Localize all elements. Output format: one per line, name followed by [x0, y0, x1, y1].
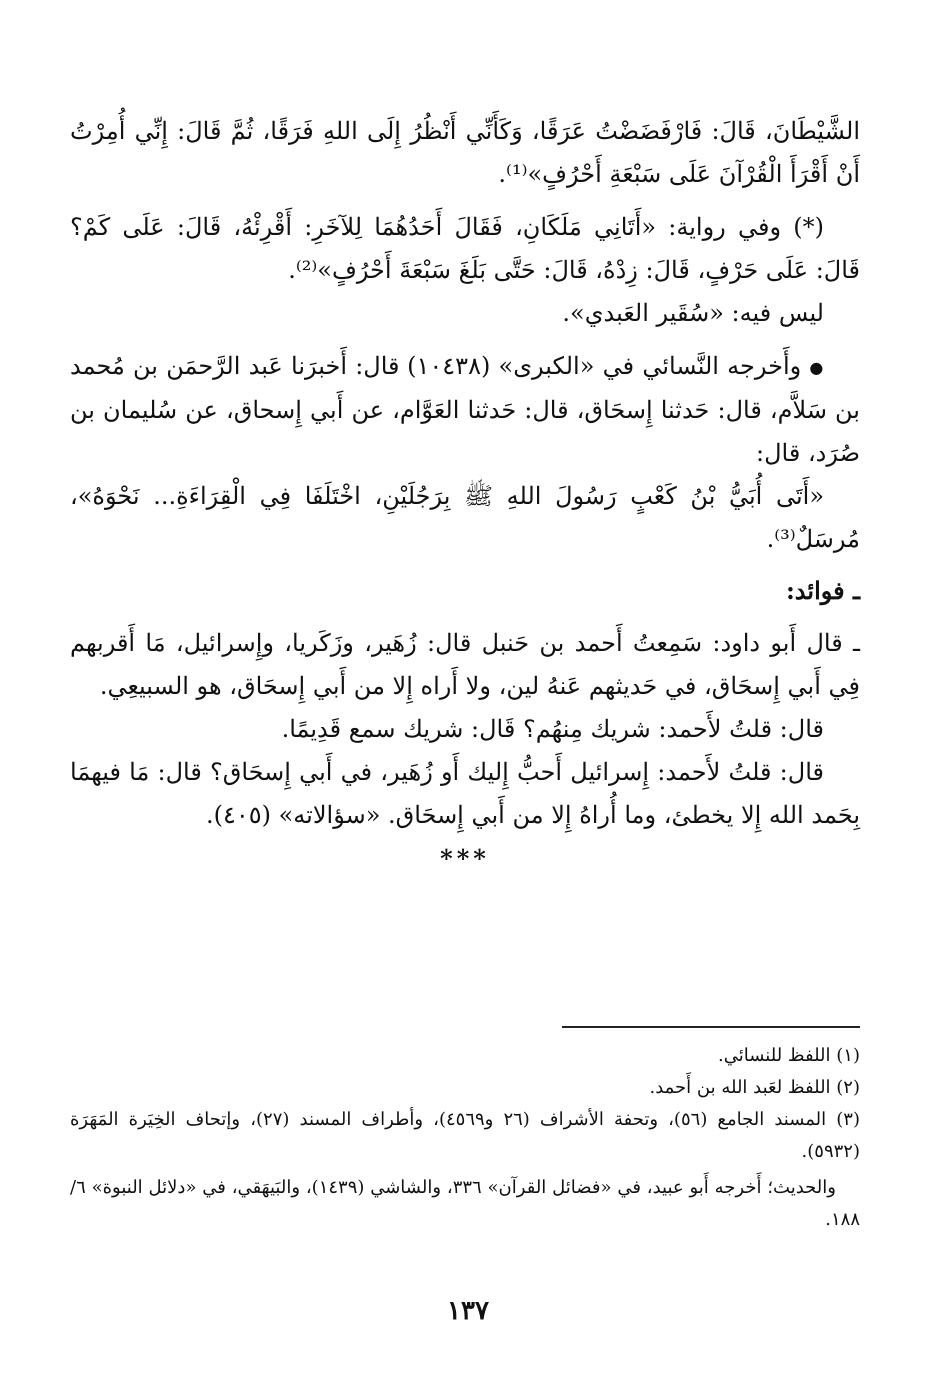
footnotes	[70, 1040, 860, 1236]
paragraph-hadith: «أَتَى أُبَيُّ بْنُ كَعْبٍ رَسُولَ اللهِ ﷺ بِرَجُلَيْنِ، اخْتَلَفَا فِي الْقِرَاءَةِ... نَحْوَهُ»، مُرسَلٌ⁽³⁾.	[70, 482, 860, 553]
footnote-3-continued: والحديث؛ أَخرجه أَبو عبيد، في «فضائل القرآن» ٣٣٦، والشاشي (١٤٣٩)، والبَيهَقي، في «دلائل النبوة» ٦/ ١٨٨.	[70, 1177, 860, 1230]
main-text	[70, 110, 860, 880]
paragraph-riwaya: (*) وفي رواية: «أَتَانِي مَلَكَانِ، فَقَالَ أَحَدُهُمَا لِلآخَرِ: أَقْرِئْهُ، قَالَ: عَلَى كَمْ؟ قَالَ: عَلَى حَرْفٍ، قَالَ: زِدْهُ، قَالَ: حَتَّى بَلَغَ سَبْعَةَ أَحْرُفٍ»⁽²⁾.	[70, 213, 860, 284]
paragraph-1: الشَّيْطَانَ، قَالَ: فَارْفَضَضْتُ عَرَقًا، وَكَأَنِّي أَنْظُرُ إِلَى اللهِ فَرَقًا، ثُمَّ قَالَ: إِنِّي أُمِرْتُ أَنْ أَقْرَأَ الْقُرْآنَ عَلَى سَبْعَةِ أَحْرُفٍ»⁽¹⁾.	[70, 117, 860, 188]
section-separator: ***	[440, 844, 490, 873]
paragraph-abu-dawud: ـ قال أَبو داود: سَمِعتُ أَحمد بن حَنبل قال: زُهَير، وزَكَريا، وإِسرائيل، مَا أَقربهم فِي أَبي إِسحَاق، في حَديثهم عَنهُ لين، ولا أَراه إِلا من أَبي إِسحَاق، هو السبيعِي.	[70, 629, 861, 700]
footnote-divider	[562, 1026, 860, 1028]
footnote-2: (٢) اللفظ لعَبد الله بن أَحمد.	[649, 1077, 860, 1098]
page-number: ١٣٧	[447, 1296, 489, 1326]
paragraph-qala-2: قال: قلتُ لأَحمد: إِسرائيل أَحبُّ إِليك أَو زُهَير، في أَبي إِسحَاق؟ قال: مَا فيهمَا بِحَمد الله إِلا يخطئ، وما أُراهُ إِلا من أَبي إِسحَاق. «سؤالاته» (٤٠٥).	[70, 758, 860, 829]
paragraph-nasai	[70, 345, 860, 475]
bullet-icon: ●	[809, 358, 824, 377]
section-heading-fawaid: ـ فوائد:	[785, 576, 860, 605]
paragraph-qala-1: قال: قلتُ لأَحمد: شريك مِنهُم؟ قَال: شريك سمع قَدِيمًا.	[281, 715, 824, 743]
footnote-1: (١) اللفظ للنسائي.	[718, 1045, 860, 1066]
paragraph-nasai-text: وأَخرجه النَّسائي في «الكبرى» (١٠٤٣٨) قال: أَخبرَنا عَبد الرَّحمَن بن مُحمد بن سَلاَّم، قال: حَدثنا إِسحَاق، قال: حَدثنا العَوَّام، عن أَبي إِسحاق، عن سُليمان بن صُرَد، قال:	[70, 352, 860, 467]
footnote-3: (٣) المسند الجامع (٥٦)، وتحفة الأشراف (٢٦ و٤٥٦٩)، وأطراف المسند (٢٧)، وإتحاف الخِيَرة المَهَرَة (٥٩٣٢).	[70, 1109, 860, 1162]
paragraph-note: ليس فيه: «سُقَير العَبدي».	[562, 299, 824, 327]
